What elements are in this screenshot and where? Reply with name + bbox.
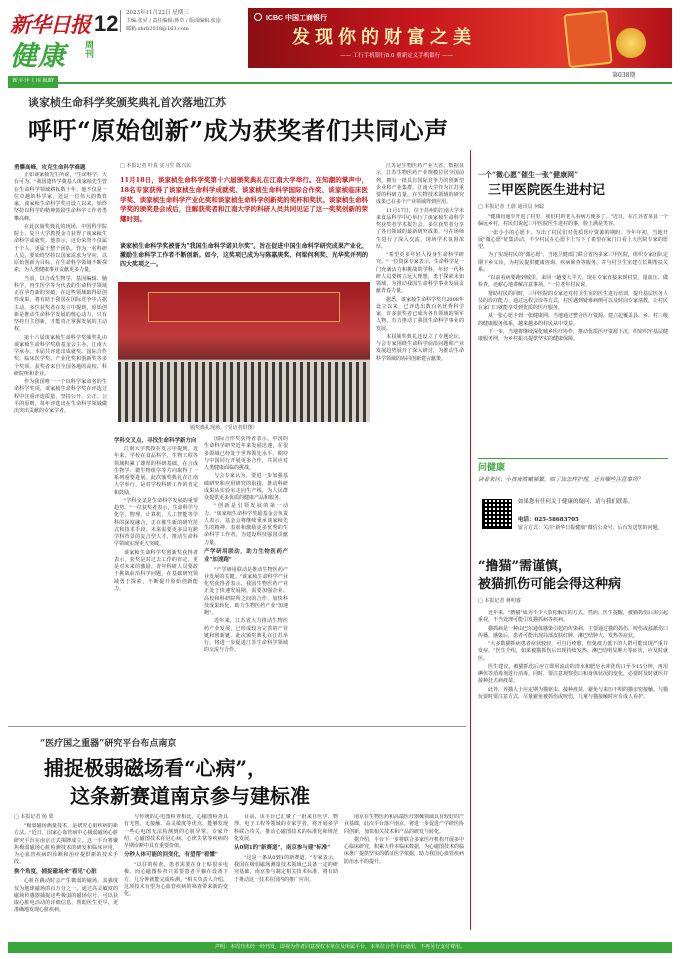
lead-col1-p4: 第十六届谈家桢生命科学奖颁奖礼由谈家桢生命科学奖励基金会主办，江南大学承办。本届共评选出成就奖、国际合作奖、临床医学奖、产业化奖和创新奖等多个奖项，获奖者来自全国各地的高校、科研院所和企业。 [14, 334, 107, 377]
second-subhead-2: 分秒人体可能的回变化，有望帮"看懂" [124, 852, 218, 859]
right1-byline: □ 本报记者 王蔚 通讯员 何聪 [478, 204, 545, 210]
lead-column-2 [114, 446, 198, 720]
lead-headline: 呼吁“原始创新”成为获奖者们共同心声 [28, 116, 449, 145]
lead-col4-p5: 本届颁奖典礼还设立了专题论坛，与会专家围绕生命科学前沿问题和产业发展趋势展开了深入研讨，为推动生命科学领域的协同创新建言献策。 [376, 333, 464, 362]
issue-label: 第038期 [612, 72, 636, 79]
second-col1-p1: "极弱磁场测量技术，是研究心脏疾病的新方法。"近日，国家心血管病中心极弱磁场心脏研究平台在南京正式揭牌成立。这一平台将聚焦极弱磁场心脏检测技术的研发和临床应用，为心血管疾病的诊断和治疗提供新的技术手段。 [14, 823, 118, 866]
top-rule [8, 82, 672, 84]
second-story-rule [8, 726, 466, 727]
footer-text: 声明：本周刊未经一经刊发，即视为作者同意授权本单位及所属平台，本单位合作平台使用，不再另行支付费用。 [214, 944, 465, 950]
second-column-1 [14, 823, 118, 936]
lead-kicker: 谈家桢生命科学奖颁奖典礼首次落地江苏 [28, 96, 226, 109]
ceremony-photo [118, 282, 370, 422]
email-line: 邮箱:xhrb2018@163.com [126, 26, 189, 32]
right1-p2: 一张小小的心愿卡，写出了村民们对优质医疗资源的期盼。今年年初，当地开展"微心愿"征集活动，不少村民在心愿卡上写下了希望在家门口看上大医院专家的愿望。 [478, 229, 668, 250]
lead-byline: □ 本报记者 叶真 实习生 陈兴民 [120, 163, 192, 169]
right1-p3: 为了实现村民的"微心愿"，当地卫健部门联合省内多家三甲医院，组织专家团队定期下乡义诊，为村民提供健康咨询、疾病筛查等服务，并与村卫生室建立长期帮扶关系。 [478, 252, 668, 273]
lead-subhead-3: 产学研用联动，助力生物医药产业"加速跑" [204, 548, 288, 563]
second-byline: □ 本报记者 杨 蒙 [14, 814, 54, 820]
right2-p2: 猫抓病是一种由巴尔通体感染引起的传染病，主要通过猫的抓伤、咬伤或舔舐伤口传播。感染后，患者可能出现局部皮肤红肿、淋巴结肿大、发热等症状。 [478, 625, 668, 639]
right1-kicker: 一个“微心愿”催生一张“健康网” [478, 170, 579, 179]
lead-col1-p3: 当前，以合成生物学、基因编辑、脑科学、再生医学等为代表的生命科学领域正在孕育新的突破，在这些领域取得原创性成果，将有助于我国在国际竞争中占据主动。多位获奖者在发言中提到，原始创新是推动生命科学发展的核心动力，只有坚持自主创新，才能真正掌握发展的主动权。 [14, 275, 107, 333]
right1-p7: 下一步，当地将继续深化城乡医疗协作，推动优质医疗资源下沉，织密织牢基层健康服务网，为乡村振兴提供坚实的健康保障。 [478, 328, 668, 342]
second-kicker: “医疗国之重器”研究平台布点南京 [40, 739, 177, 749]
right2-byline: □ 本报记者 蒋明睿 [478, 598, 521, 604]
second-col1-p2: 心脏在跳动时会产生微弱的磁场，其强度仅为地球磁场的百万分之一。通过高灵敏度的磁场传感器捕捉这些极弱的磁场信号，可以获取心脏电活动的详细信息，帮助医生更早、更准确地发现心脏疾病。 [14, 878, 118, 914]
second-col2-p1: 与传统的心电图检查相比，心磁图检查具有无创、无接触、高灵敏度等优点，能够发现一些心电图无法检测到的心脏异常。专家介绍，心磁图技术在冠心病、心律失常等疾病的早期诊断中具有重要价值。 [124, 814, 228, 849]
right1-p4: "以前看病要跑到城里，来回一趟要大半天。现在专家直接来到村里，量血压、做检查，还耐心地讲解注意事项。"一位老年村民说。 [478, 275, 668, 289]
page-number: 12 [94, 11, 119, 36]
right2-headline: 被猫抓伤可能会得这种病 [478, 577, 622, 592]
masthead [8, 6, 243, 88]
qa-wechat: 留言方式：关注"新华日报健康"微信公众号，后台发送您的问题。 [518, 525, 663, 531]
lead-intro [120, 176, 368, 225]
lead-col3-p2: 与会专家认为，要进一步加强基础研究和应用研究的衔接，推动科研成果从实验室走向生产线，为人民群众提供更多优质的健康产品和服务。 [204, 473, 288, 501]
lead-subhead-2: 学科交叉点，寻找生命科学新方向 [114, 438, 197, 444]
second-col3-p2: "这是一条从0到1的新赛道。"专家表示，我国在极弱磁场测量技术领域已具备一定的研究基础，南京参与制定相关技术标准，将有助于推动这一技术在国内的推广应用。 [234, 854, 338, 883]
right1-body [478, 214, 668, 454]
right1-p5: 帮助村民的同时，三甲医院的专家还对村卫生室的医生进行培训，提升基层医务人员的诊疗能力。通过远程会诊等方式，村医遇到疑难病例可以及时向专家请教，让村民在家门口就能享受到优质的医疗服务。 [478, 290, 668, 311]
qa-prompt: 如果您有任何关于健康的疑问，请与我们联系。 [518, 499, 634, 505]
right1-p6: 从一张心愿卡到一张健康网，当地通过整合医疗资源，建立起覆盖县、乡、村三级的健康服务体系，越来越多的村民从中受益。 [478, 313, 668, 327]
right1-p1: "健康直通车开进了村里，我们村的老人看病方便多了。"近日，在江苏省某县一个偏远乡村，村民们说起三甲医院医生进村的事，脸上满是笑容。 [478, 214, 668, 228]
qa-phone: 电话：025-58683705 [518, 517, 579, 523]
lead-col3-p4: "产学研用联动是推动生物医药产业发展的关键。"谈家桢生命科学产业化奖获得者表示，我国生物医药产业正处于快速发展期，需要加强企业、高校和科研院所之间的合作，加快科技成果转化，助力生物医药产业"加速跑"。 [204, 566, 288, 617]
ad-slogan: 发现你的财富之美 [292, 27, 476, 48]
lead-col4-p1: 江苏是生物医药产业大省。数据显示，江苏生物医药产业规模位居全国前列，拥有一批具有国际竞争力的创新型企业和产业集群。江南大学作为江苏重要的科研力量，在生物技术领域的研究成果已在多个产业领域得到应用。 [376, 163, 464, 206]
lead-col4-p2: 11月17日，位于苏州的江南大学未来食品科学中心举行了谈家桢生命科学奖获奖者学术报告会。多位获奖者分享了各自领域的最新研究成果，与在场师生进行了深入交流，现场学术氛围浓厚。 [376, 207, 464, 250]
icbc-logo-text: ICBC 中国工商银行 [265, 15, 328, 22]
masthead-divider [120, 10, 121, 32]
column-divider [470, 150, 471, 930]
lead-subhead-1: 勇攀高峰，攻克生命科学难题 [14, 165, 86, 171]
lead-column-3 [204, 436, 288, 720]
second-column-2 [124, 814, 228, 936]
lead-col2-p1: 江南大学教授在发言中提到，近年来，学校在食品科学、生物工程等领域积累了雄厚的科研基础，在合成生物学、微生物组学等方向取得了一系列重要进展。此次颁奖典礼在江南大学举行，是对学校科研工作的肯定和鼓励。 [114, 446, 198, 496]
lead-quote-text: 谈家桢生命科学奖被誉为"我国生命科学诺贝尔奖"。旨在促进中国生命科学研究成果产业化，激励生命科学工作者不断创新。如今，这奖项已成为与陈嘉庚奖、何梁何利奖、光华奖并列的四大奖项之一。 [120, 243, 368, 268]
second-col3-p1: 目前，该平台已汇聚了一批来自医学、物理、电子工程等领域的专家学者，将开展多学科联合攻关，推动心磁图技术的标准化和规范化发展。 [234, 814, 338, 842]
qa-box [478, 458, 668, 550]
second-headline-1: 捕捉极弱磁场看“心病”， [44, 756, 268, 780]
lead-quote [120, 242, 368, 269]
footer-bar [8, 942, 672, 953]
ad-phone-graphic [563, 10, 612, 68]
qa-intro: 读者来问：小孩夜咳嗽频繁，咳了该怎样护理，还有哪些注意事项？ [478, 477, 644, 483]
stage-audience [118, 362, 370, 422]
lead-col3-p5: 近年来，江苏省大力推动生物医药产业发展，已形成较为完善的产业链和创新链。此次颁奖典礼在江苏举行，将进一步促进江苏生命科学领域的交流与合作。 [204, 618, 288, 654]
icbc-ad-banner[interactable] [248, 8, 672, 68]
lead-col2-p2: "学科交叉是生命科学发展的重要趋势。"一位获奖者表示，生命科学与化学、物理、计算机、人工智能等学科的深度融合，正在催生新的研究范式和技术手段。未来需要更多具有跨学科背景的复合型人才，推动生命科学领域实现更大突破。 [114, 497, 198, 548]
stage-screen [148, 292, 340, 322]
lead-col1-p2: 在此次颁奖典礼的现场，中国科学院院士、复旦大学教授金力获得了谈家桢生命科学成就奖。他表示，这份荣誉不仅属于个人，更属于整个团队。作为一名科研人员，要始终坚持以国家需求为导向，以原始创新为目标，在生命科学领域不断探索，为人类健康事业贡献更多力量。 [14, 223, 107, 274]
lead-intro-text: 11月18日，谈家桢生命科学奖第十六届颁奖典礼在江南大学举行。在知潮的掌声中，18名专家获得了谈家桢生命科学成就奖、谈家桢生命科学国际合作奖、谈家桢临床医学奖、谈家桢生命科学产业化奖和谈家桢生命科学创新奖的奖杯和奖状。谈家桢生命科学奖的颁奖是会成后，注解获奖者和江南大学的科研人员共同见证了这一奖奖创新的荣耀时刻。 [120, 176, 368, 223]
qa-heading: 问健康 [478, 463, 506, 473]
lead-column-1 [14, 172, 107, 720]
lead-col2-p3: 谈家桢生命科学奖创新奖获得者表示，获奖是对过去工作的肯定，更是对未来的激励。青年科研人员要敢于挑战前沿科学问题，在基础研究领域勇于探索，不断提升原始创新能力。 [114, 549, 198, 592]
icbc-logo-icon [254, 13, 262, 21]
right2-kicker: “撸猫”需谨慎， [478, 559, 571, 574]
section-sub: 周刊 [83, 40, 93, 58]
lead-col4-p3: "希望更多年轻人投身生命科学研究。"一位资深专家表示，生命科学是一门充满活力和挑战的学科，年轻一代科研人员要树立远大理想，勇于探索未知领域，为推动我国生命科学事业发展贡献青春力量。 [376, 252, 464, 295]
right2-p5: 此外，养猫人士应定期为猫驱虫、接种疫苗，避免与来历不明的猫亲密接触。与猫玩耍时要注意方式，尽量避免被抓伤或咬伤，儿童与猫接触时应有成人看护。 [478, 686, 668, 700]
right2-p1: 近年来，"撸猫"成为不少人放松解压的方式。然而，医生提醒，被猫抓伤后需引起重视，不当处理可能引发猫抓病等疾病。 [478, 610, 668, 624]
right2-body [478, 610, 668, 935]
right1-headline: 三甲医院医生进村记 [488, 183, 606, 198]
second-col4-p1: 南京在生物医药和高端医疗器械领域具有较好的产业基础，此次平台落户南京，将进一步促进产学研医协同创新，加快相关技术和产品的研发与转化。 [344, 814, 464, 835]
ad-coin-graphic [616, 28, 646, 58]
editor-line: 主编:张昇 / 责任编辑:蒋卓 / 版面编辑:张淦 [126, 18, 221, 24]
second-column-3 [234, 814, 338, 936]
right2-p4: 医生建议，被猫抓伤后应立即用流动的清水和肥皂水冲洗伤口至少15分钟，再用碘伏等消毒剂进行消毒。同时，要注意观察伤口和身体状况的变化，必要时及时就医并接种狂犬病疫苗。 [478, 663, 668, 685]
second-subhead-1: 换个角度，捕捉磁场来"看见"心脏 [14, 868, 97, 875]
second-subhead-3: 从0到1的"新赛道"，南京参与建"标准" [234, 845, 331, 851]
date-line: 2023年11月22日 星期三 [126, 10, 189, 16]
right2-p3: "大多数猫抓病患者症状较轻，可自行痊愈，但免疫力低下的人群可能出现严重并发症。"医生介绍，如果被猫抓伤后出现持续发热、淋巴结明显肿大等症状，应及时就医。 [478, 641, 668, 662]
newspaper-logo: 新华日报 [10, 12, 90, 37]
section-title: 健康 [10, 41, 66, 72]
lead-col3-p3: "创新是引领发展的第一动力。"谈家桢生命科学奖励基金会负责人表示，基金会将继续秉承谈家桢先生的精神，表彰和激励更多优秀的生命科学工作者，为建设科技强国贡献力量。 [204, 503, 288, 546]
ad-sub: —— 工行手机银行8.0 重新定义手机银行 —— [340, 53, 453, 59]
second-headline-2: 这条新赛道南京参与建标准 [70, 784, 310, 808]
lead-column-5 [376, 163, 464, 720]
second-col2-p2: "以往的检查，患者需要在身上贴很多电极，而心磁图检查只需要患者平躺在设备下方，几分钟就能完成检测。"相关负责人介绍，这项技术有望为心血管疾病的筛查带来新的变化。 [124, 862, 228, 898]
lead-col1-p1: 正如谈家桢先生所说，"生命科学，大有可为。"我国遗传学奠基人谈家桢先生曾在生命科学领域耕耘数十年，他不仅是一位卓越的科学家，还是一位伟大的教育家。谈家桢生命科学奖自设立以来，始终坚持以科学的精神鼓励生命科学工作者勇攀高峰。 [14, 172, 107, 222]
lead-col3-p1: 国际合作奖获得者表示，中国的生命科学研究近年来发展迅速，在很多领域已经处于世界领先水平，期待与中国同行开展更多合作，共同应对人类健康面临的挑战。 [204, 436, 288, 471]
photo-caption: 颁奖典礼现场。（受访者供图） [190, 425, 258, 431]
second-column-4 [344, 814, 464, 936]
lead-col4-p4: 据悉，谈家桢生命科学奖自2008年设立以来，已评选出数百名优秀科学家，许多获奖者已成为各自领域的领军人物，有力推动了我国生命科学事业的发展。 [376, 296, 464, 332]
qr-code [482, 499, 512, 529]
icbc-logo [254, 13, 327, 24]
second-col4-p2: 据介绍，平台下一步将联合多家医疗机构开展多中心临床研究，积累大样本临床数据，为心磁图技术的临床推广提供坚实的循证医学依据，助力我国心血管疾病防治水平的提升。 [344, 836, 464, 865]
lead-col1-p5: 作为我国唯一一个以科学家命名的生命科学奖项，谈家桢生命科学奖在评选过程中注重评选质量，坚持公开、公正、公平的原则，每年评选出在生命科学领域做出突出贡献的专家学者。 [14, 379, 107, 414]
